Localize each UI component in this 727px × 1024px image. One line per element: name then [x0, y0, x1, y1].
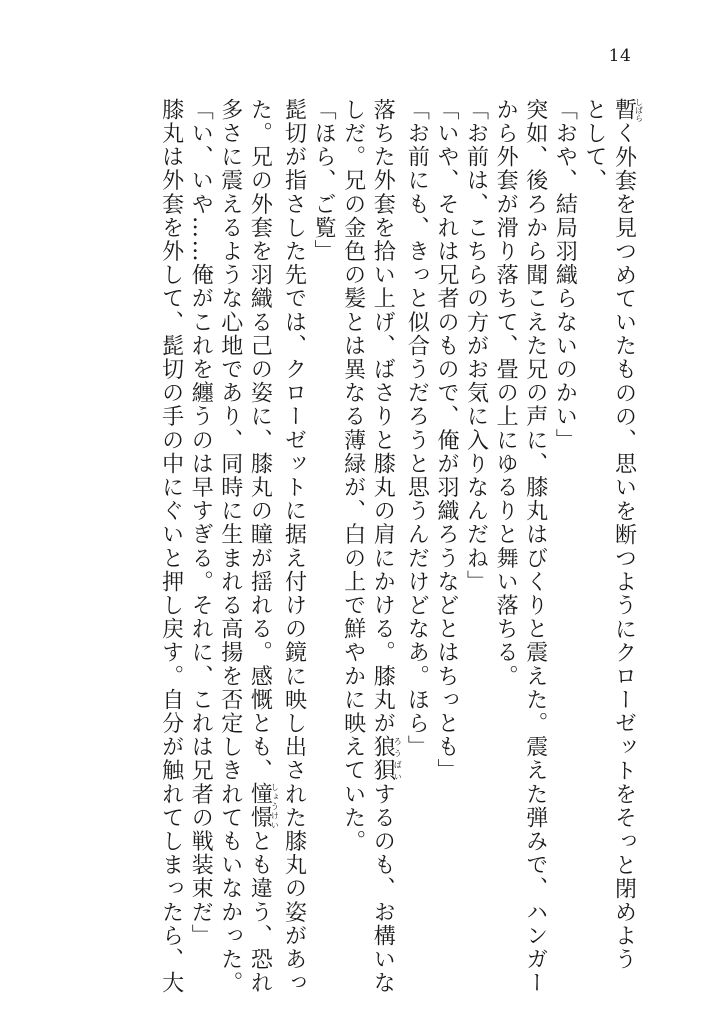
- ruby-word: 狼狽ろうばい: [370, 735, 403, 783]
- page-number: 14: [608, 46, 632, 66]
- furigana: しょうけい: [270, 782, 280, 830]
- text-line: 多さに震えるような心地であり、同時に生まれる高揚を否定しきれてもいなかった。: [217, 98, 243, 995]
- furigana: ろうばい: [393, 735, 403, 783]
- text-line: 「ほら、ご覧」: [311, 98, 337, 264]
- text-line: から外套が滑り落ちて、畳の上にゆるりと舞い落ちる。: [493, 98, 519, 688]
- text-line: 膝丸は外套を外して、髭切の手の中にぐいと押し戻す。自分が触れてしまったら、大: [158, 98, 184, 995]
- ruby-word: 暫しばら: [611, 98, 644, 122]
- text-line: 「い、いや……俺がこれを纏うのは早すぎる。それに、これは兄者の戦装束だ」: [188, 98, 214, 948]
- ruby-word: 憧憬しょうけい: [247, 782, 280, 830]
- text-line: 突如、後ろから聞こえた兄の声に、膝丸はびくりと震えた。震えた弾みで、ハンガー: [522, 98, 548, 995]
- text-line: 髭切が指さした先では、クローゼットに据え付けの鏡に映し出された膝丸の姿があっ: [281, 98, 307, 995]
- text-line: 「お前は、こちらの方がお気に入りなんだね」: [463, 98, 489, 594]
- text-line: 暫しばらく外套を見つめていたものの、思いを断つようにクローゼットをそっと閉めよう: [611, 98, 644, 972]
- novel-body-text: [156, 98, 644, 995]
- text-line: 落ちた外套を拾い上げ、ばさりと膝丸の肩にかける。膝丸が狼狽ろうばいするのも、お構いな: [370, 98, 403, 995]
- text-line: た。兄の外套を羽織る己の姿に、膝丸の瞳が揺れる。感慨とも、憧憬しょうけいとも違う、恐れ: [247, 98, 280, 995]
- text-line: 「いや、それは兄者のもので、俺が羽織ろうなどとはちっとも」: [433, 98, 459, 783]
- text-line: 「お前にも、きっと似合うだろうと思うんだけどなあ。ほら」: [404, 98, 430, 759]
- text-line: として、: [581, 98, 607, 193]
- furigana: しばら: [634, 98, 644, 122]
- text-line: しだ。兄の金色の髪とは異なる薄緑が、白の上で鮮やかに映えていた。: [340, 98, 366, 854]
- text-line: 「おや、結局羽織らないのかい」: [552, 98, 578, 452]
